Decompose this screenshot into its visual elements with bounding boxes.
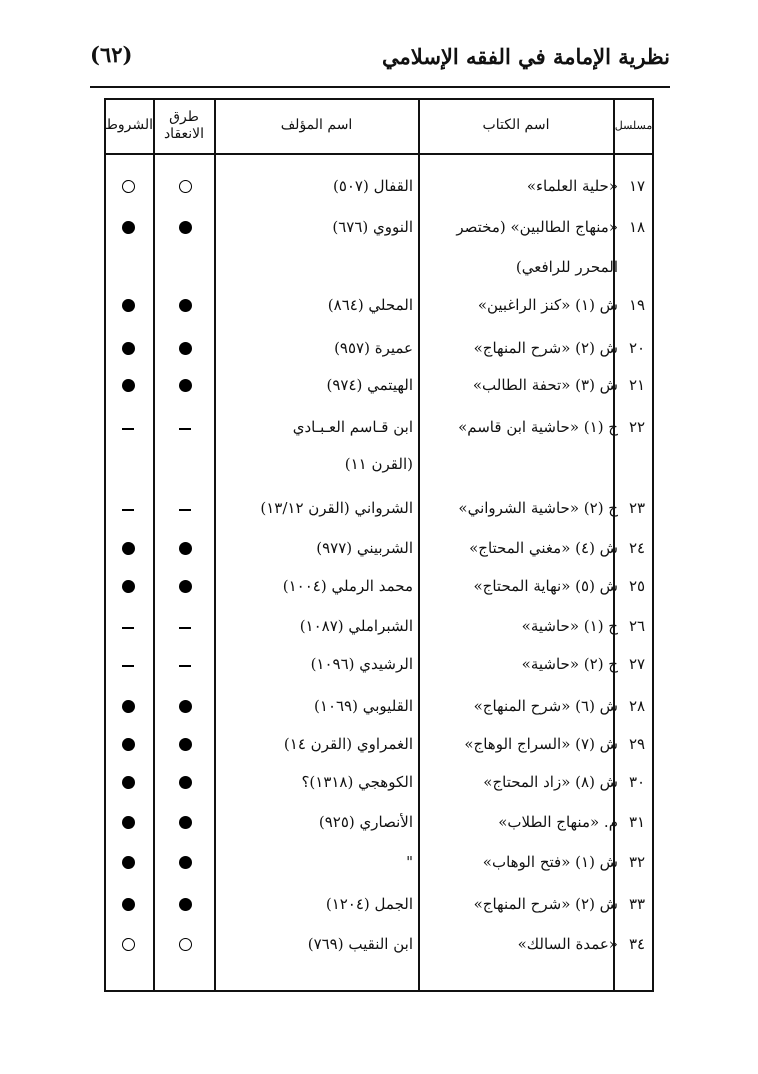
author-cell: الهيتمي (٩٧٤) <box>326 376 413 394</box>
row-number: ٢١ <box>628 376 646 394</box>
methods-mark <box>179 627 191 629</box>
author-cell: عميرة (٩٥٧) <box>334 339 413 357</box>
header-row-rule <box>104 153 654 155</box>
page-header <box>90 38 670 84</box>
conditions-mark <box>122 938 135 951</box>
row-number: ٣٠ <box>628 773 646 791</box>
conditions-mark <box>122 776 135 789</box>
row-number: ٢٤ <box>628 539 646 557</box>
methods-mark <box>179 542 192 555</box>
author-cell: الأنصاري (٩٢٥) <box>318 813 413 831</box>
author-cell: ابن النقيب (٧٦٩) <box>307 935 413 953</box>
conditions-mark <box>122 509 134 511</box>
row-number: ٣٤ <box>628 935 646 953</box>
methods-mark <box>179 700 192 713</box>
conditions-mark <box>122 180 135 193</box>
methods-mark <box>179 776 192 789</box>
methods-mark <box>179 738 192 751</box>
row-number: ٢٨ <box>628 697 646 715</box>
row-number: ١٨ <box>628 218 646 236</box>
row-number: ٢٢ <box>628 418 646 436</box>
row-number: ١٩ <box>628 296 646 314</box>
conditions-mark <box>122 299 135 312</box>
book-title-cell: «حلية العلماء» <box>526 177 618 195</box>
conditions-mark <box>122 221 135 234</box>
methods-mark <box>179 342 192 355</box>
author-cell: القفال (٥٠٧) <box>332 177 413 195</box>
book-title-cell: ش (١) «كنز الراغبين» <box>477 296 618 314</box>
row-number: ٣٢ <box>628 853 646 871</box>
col-header-book: اسم الكتاب <box>482 117 550 134</box>
header-rule <box>90 86 670 88</box>
book-title-cell: ح (٢) «حاشية الشرواني» <box>458 499 618 517</box>
methods-mark <box>179 938 192 951</box>
row-number: ١٧ <box>628 177 646 195</box>
col-divider <box>214 98 216 992</box>
book-title-cont: المحرر للرافعي) <box>515 258 618 276</box>
row-number: ٣٣ <box>628 895 646 913</box>
conditions-mark <box>122 898 135 911</box>
author-cell: محمد الرملي (١٠٠٤) <box>282 577 413 595</box>
methods-mark <box>179 898 192 911</box>
author-cell: الشربيني (٩٧٧) <box>316 539 413 557</box>
book-title-cell: ش (٧) «السراج الوهاج» <box>464 735 618 753</box>
conditions-mark <box>122 816 135 829</box>
book-title-cell: ش (٤) «مغني المحتاج» <box>469 539 618 557</box>
conditions-mark <box>122 428 134 430</box>
conditions-mark <box>122 700 135 713</box>
author-cell: الجمل (١٢٠٤) <box>325 895 413 913</box>
book-title-cell: ح (١) «حاشية ابن قاسم» <box>458 418 618 436</box>
conditions-mark <box>122 856 135 869</box>
page-number: (٦٢) <box>90 42 133 67</box>
book-title-cell: ش (٣) «تحفة الطالب» <box>472 376 618 394</box>
methods-mark <box>179 299 192 312</box>
book-title-cell: ش (٨) «زاد المحتاج» <box>483 773 618 791</box>
methods-mark <box>179 665 191 667</box>
conditions-mark <box>122 627 134 629</box>
book-title-cell: «منهاج الطالبين» (مختصر <box>456 218 618 236</box>
col-header-conditions: الشروط <box>104 117 154 134</box>
methods-mark <box>179 856 192 869</box>
conditions-mark <box>122 665 134 667</box>
conditions-mark <box>122 580 135 593</box>
col-divider <box>153 98 155 992</box>
running-title: نظرية الإمامة في الفقه الإسلامي <box>382 44 670 69</box>
conditions-mark <box>122 379 135 392</box>
conditions-mark <box>122 342 135 355</box>
methods-mark <box>179 580 192 593</box>
methods-mark <box>179 509 191 511</box>
author-cell: الغمراوي (القرن ١٤) <box>283 735 413 753</box>
book-title-cell: م. «منهاج الطلاب» <box>498 813 618 831</box>
book-title-cell: ش (٢) «شرح المنهاج» <box>473 339 618 357</box>
methods-mark <box>179 180 192 193</box>
conditions-mark <box>122 738 135 751</box>
book-title-cell: ش (٥) «نهاية المحتاج» <box>473 577 618 595</box>
row-number: ٣١ <box>628 813 646 831</box>
author-cell-cont: (القرن ١١) <box>344 455 413 473</box>
book-title-cell: ش (٦) «شرح المنهاج» <box>473 697 618 715</box>
author-cell: النووي (٦٧٦) <box>332 218 413 236</box>
book-title-cell: ح (٢) «حاشية» <box>521 655 618 673</box>
author-cell: الرشيدي (١٠٩٦) <box>310 655 413 673</box>
col-header-methods: طرق الانعقاد <box>163 108 205 142</box>
book-title-cell: ش (٢) «شرح المنهاج» <box>473 895 618 913</box>
methods-mark <box>179 379 192 392</box>
row-number: ٢٦ <box>628 617 646 635</box>
methods-mark <box>179 221 192 234</box>
row-number: ٢٣ <box>628 499 646 517</box>
author-cell: المحلي (٨٦٤) <box>327 296 413 314</box>
author-cell: ابن قـاسم العـبـادي <box>292 418 413 436</box>
conditions-mark <box>122 542 135 555</box>
row-number: ٢٠ <box>628 339 646 357</box>
book-title-cell: ح (١) «حاشية» <box>521 617 618 635</box>
row-number: ٢٧ <box>628 655 646 673</box>
row-number: ٢٩ <box>628 735 646 753</box>
author-cell: القليوبي (١٠٦٩) <box>314 697 413 715</box>
row-number: ٢٥ <box>628 577 646 595</box>
col-divider <box>418 98 420 992</box>
methods-mark <box>179 816 192 829</box>
author-cell: الشبراملي (١٠٨٧) <box>299 617 413 635</box>
book-title-cell: ش (١) «فتح الوهاب» <box>482 853 618 871</box>
col-header-serial: مسلسل <box>614 119 653 133</box>
author-cell: " <box>406 853 413 871</box>
author-cell: الكوهجي (١٣١٨)؟ <box>301 773 413 791</box>
book-title-cell: «عمدة السالك» <box>517 935 618 953</box>
col-header-author: اسم المؤلف <box>280 117 353 134</box>
author-cell: الشرواني (القرن ١٣/١٢) <box>260 499 413 517</box>
methods-mark <box>179 428 191 430</box>
